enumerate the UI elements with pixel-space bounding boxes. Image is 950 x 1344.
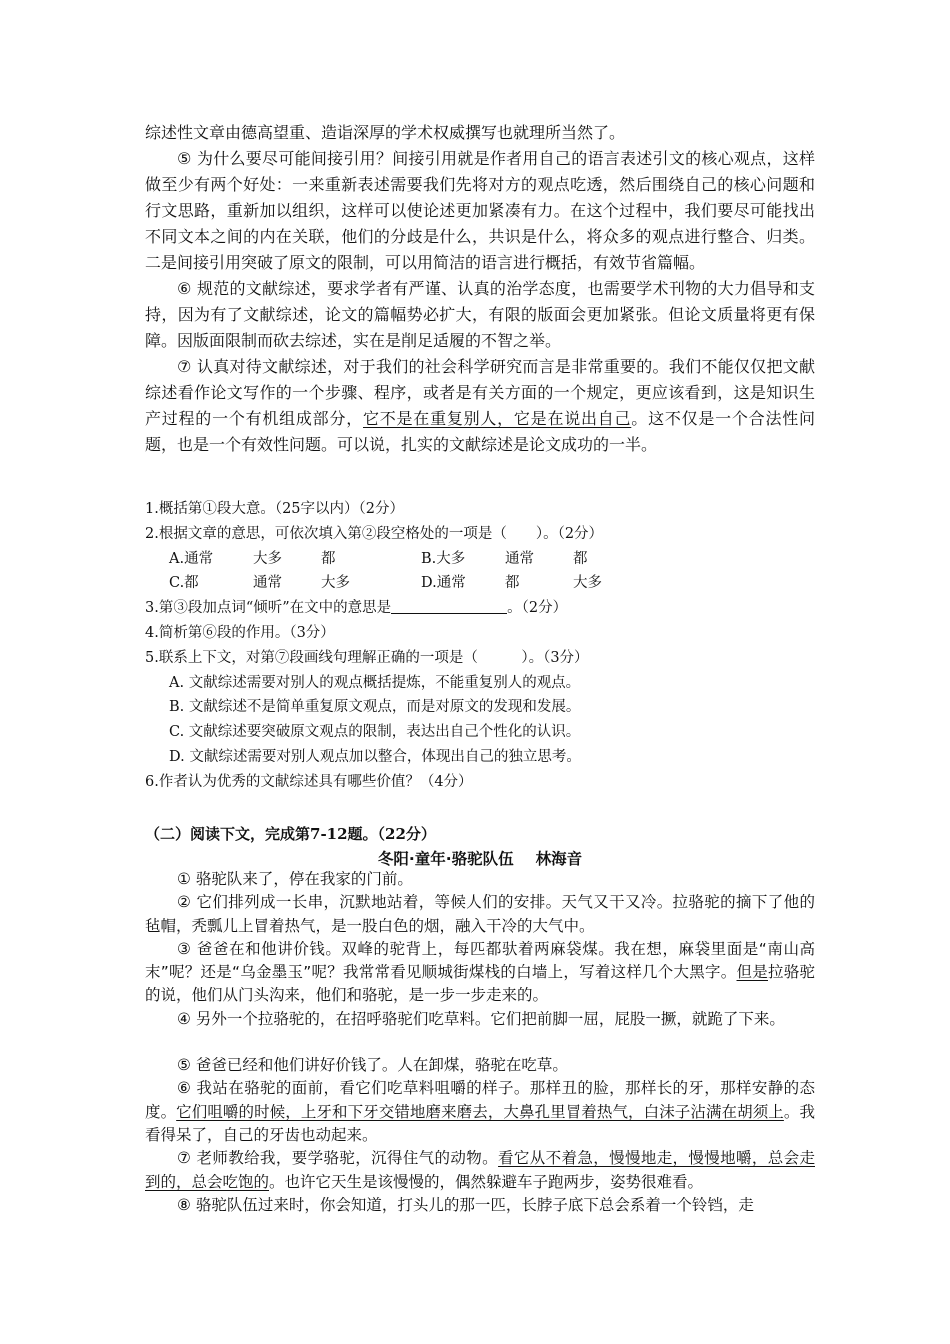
option-c-2: 通常 [253,575,282,592]
question-3-text: 3.第③段加点词“倾听”在文中的意思是 [145,600,392,617]
option-c-1: C.都 [169,575,199,592]
underlined-word: 但是 [736,963,768,982]
section-2-heading: （二）阅读下文，完成第7-12题。（22分） [145,825,436,843]
paragraph-7-text-b: 。这不仅是一个合法性问题，也是一个有效性问题。可以说，扎实的文献综述是论文成功的一半。 [145,409,815,454]
passage-one [145,120,815,458]
option-a-1: A.通常 [169,550,214,567]
blank-line [145,1031,815,1054]
camel-paragraph-8: ⑧ 骆驼队伍过来时，你会知道，打头儿的那一匹，长脖子底下总会系着一个铃铛，走 [177,1195,754,1214]
underlined-sentence: 它不是在重复别人，它是在说出自己 [363,409,632,428]
camel-paragraph-3-text-b: 拉骆驼的说，他们从门头沟来，他们和骆驼，是一步一步走来的。 [145,963,815,1005]
camel-paragraph-6 [145,1077,815,1147]
question-2-options-ab [145,547,815,572]
option-d-2: 都 [505,575,520,592]
camel-paragraph-7-text-b: 。也许它天生是该慢慢的，偶然躲避车子跑两步，姿势很难看。 [269,1172,704,1191]
answer-blank[interactable] [391,597,507,614]
question-4: 4.简析第⑥段的作用。（3分） [145,624,335,641]
question-5-option-c: C. 文献综述要突破原文观点的限制，表达出自己个性化的认识。 [169,724,581,741]
question-3-points: 。（2分） [507,600,568,617]
paragraph-7 [145,354,815,458]
paragraph-7-text-a: ⑦ 认真对待文献综述，对于我们的社会科学研究而言是非常重要的。我们不能仅仅把文献综述看作论文写作的一个步骤、程序，或者是有关方面的一个规定，更应该看到，这是知识生产过程的一个有机组成部分， [145,357,815,428]
camel-paragraph-7 [145,1147,815,1194]
paragraph-5: ⑤ 为什么要尽可能间接引用？间接引用就是作者用自己的语言表述引文的核心观点，这样做至少有两个好处：一来重新表述需要我们先将对方的观点吃透，然后围绕自己的核心问题和行文思路，重新加以组织，这样可以使论述更加紧凑有力。在这个过程中，我们要尽可能找出不同文本之间的内在关联，他们的分歧是什么，共识是什么，将众多的观点进行整合、归类。二是间接引用突破了原文的限制，可以用简洁的语言进行概括，有效节省篇幅。 [145,149,815,272]
camel-paragraph-1: ① 骆驼队来了，停在我家的门前。 [177,870,413,888]
camel-paragraph-3-text-a: ③ 爸爸在和他讲价钱。双峰的驼背上，每匹都驮着两麻袋煤。我在想，麻袋里面是“南山高末”呢？还是“乌金墨玉”呢？我常常看见顺城街煤栈的白墙上，写着这样几个大黑字。 [145,939,815,982]
camel-paragraph-2: ② 它们排列成一长串，沉默地站着，等候人们的安排。天气又干又冷。拉骆驼的摘下了他的毡帽，秃瓢儿上冒着热气，是一股白色的烟，融入干冷的大气中。 [145,893,815,935]
underlined-sentence-6: 它们咀嚼的时候，上牙和下牙交错地磨来磨去，大鼻孔里冒着热气，白沫子沾满在胡须上 [176,1102,784,1121]
paragraph-4-continued: 综述性文章由德高望重、造诣深厚的学术权威撰写也就理所当然了。 [145,123,626,142]
question-1: 1.概括第①段大意。（25字以内）（2分） [145,501,405,517]
questions-1-6 [145,497,815,795]
camel-paragraph-7-text-a: ⑦ 老师教给我，要学骆驼，沉得住气的动物。 [177,1149,499,1168]
question-5-option-b: B. 文献综述不是简单重复原文观点，而是对原文的发现和发展。 [169,699,581,716]
question-5-option-a: A. 文献综述需要对别人的观点概括提炼，不能重复别人的观点。 [169,674,581,691]
camel-paragraph-6-text-b: 。我看得呆了，自己的牙齿也动起来。 [145,1102,815,1144]
article-title: 冬阳·童年·骆驼队伍 [377,850,514,868]
underlined-sentence-7: 看它从不着急，慢慢地走，慢慢地嚼，总会走到的，总会吃饱的 [145,1149,815,1191]
article-author: 林海音 [535,850,583,868]
option-b-2: 通常 [505,550,534,567]
camel-paragraph-3 [145,938,815,1008]
camel-paragraph-6-text-a: ⑥ 我站在骆驼的面前，看它们吃草料咀嚼的样子。那样丑的脸，那样长的牙，那样安静的态度。 [145,1079,815,1121]
option-b-3: 都 [573,550,588,567]
question-5: 5.联系上下文，对第⑦段画线句理解正确的一项是（ ）。（3分） [145,649,589,666]
question-6: 6.作者认为优秀的文献综述具有哪些价值？（4分） [145,773,473,790]
paragraph-6: ⑥ 规范的文献综述，要求学者有严谨、认真的治学态度，也需要学术刊物的大力倡导和支持，因为有了文献综述，论文的篇幅势必扩大，有限的版面会更加紧张。但论文质量将更有保障。因版面限制而砍去综述，实在是削足适履的不智之举。 [145,279,815,350]
question-5-option-d: D. 文献综述需要对别人观点加以整合，体现出自己的独立思考。 [169,748,581,765]
camel-paragraph-5: ⑤ 爸爸已经和他们讲好价钱了。人在卸煤，骆驼在吃草。 [177,1056,568,1075]
option-c-3: 大多 [321,575,350,592]
option-a-3: 都 [321,550,336,567]
option-d-3: 大多 [573,575,602,592]
question-3 [145,596,815,621]
passage-two [145,868,815,1217]
option-a-2: 大多 [253,550,282,567]
question-2-options-cd [145,571,815,596]
option-d-1: D.通常 [421,575,466,592]
camel-paragraph-4: ④ 另外一个拉骆驼的，在招呼骆驼们吃草料。它们把前脚一屈，屁股一撅，就跪了下来。 [177,1009,785,1028]
option-b-1: B.大多 [421,550,466,567]
question-2: 2.根据文章的意思，可依次填入第②段空格处的一项是（ ）。（2分） [145,525,604,542]
